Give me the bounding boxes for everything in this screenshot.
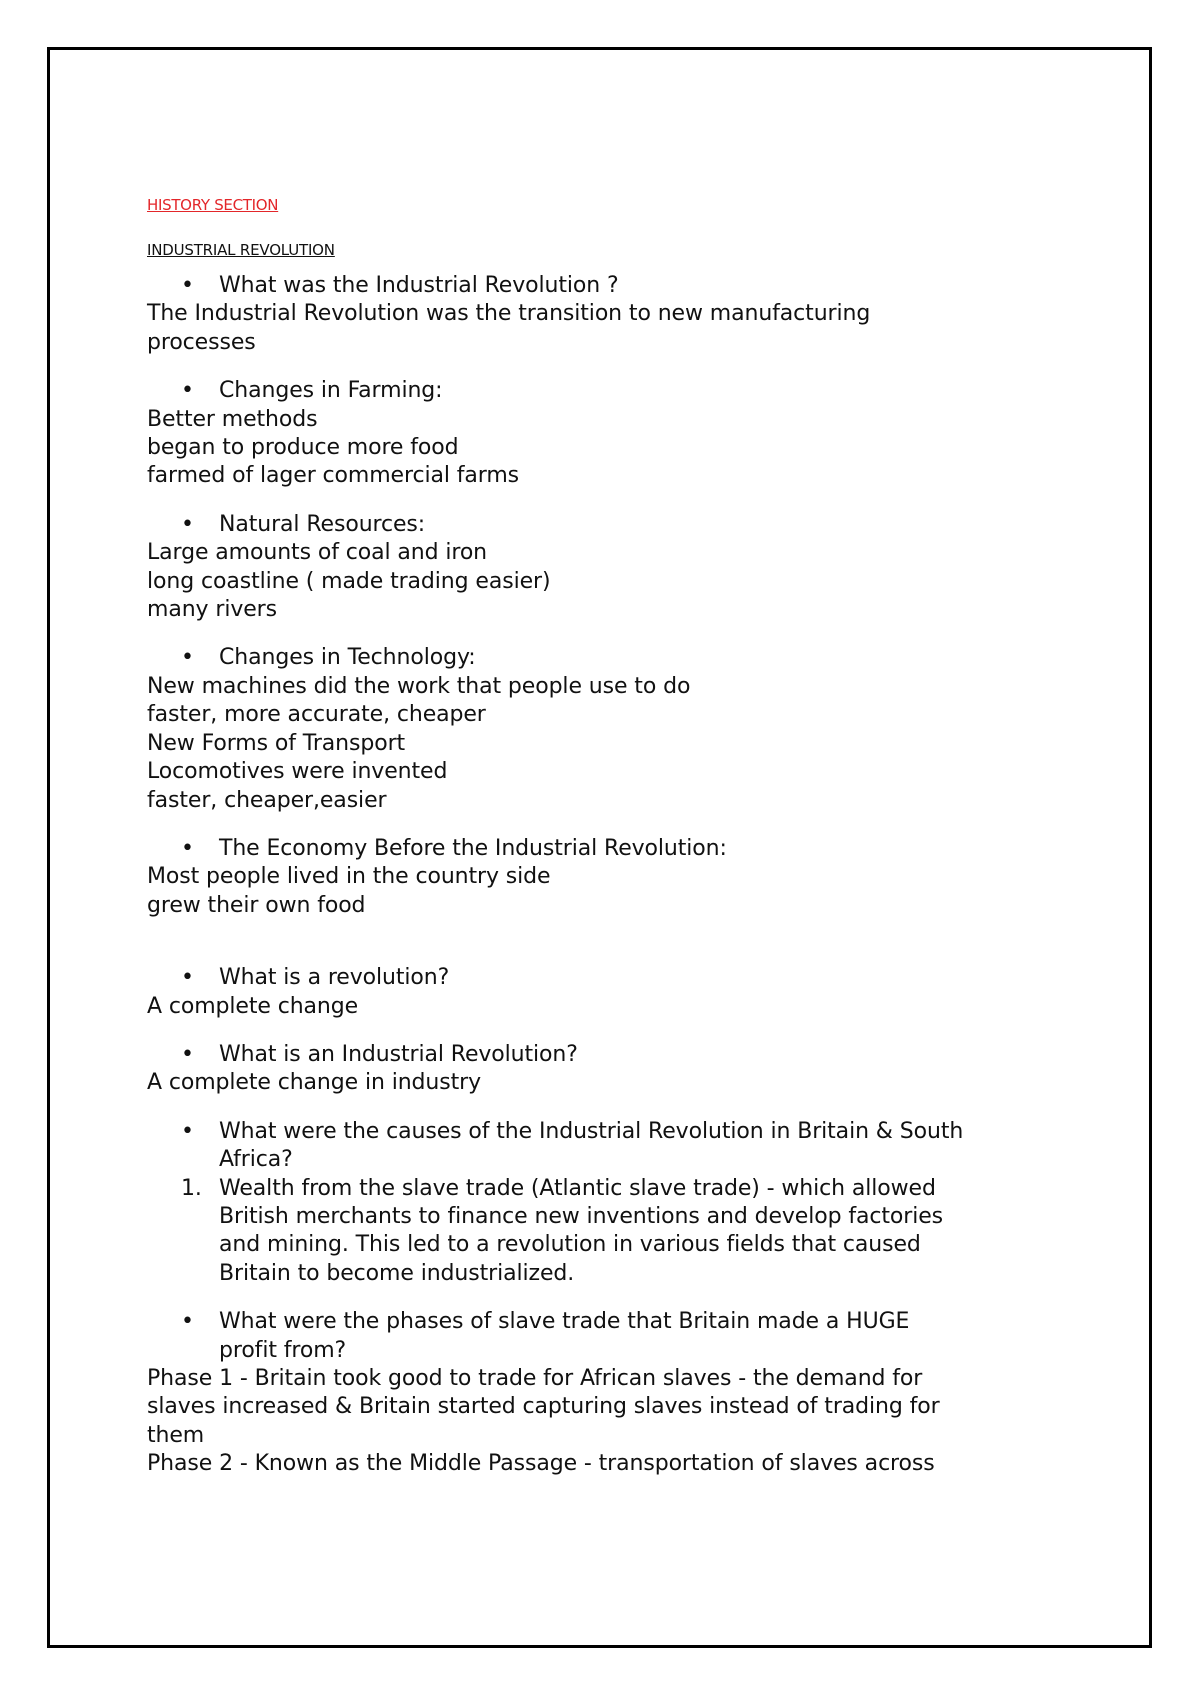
- question-text: What is an Industrial Revolution?: [219, 1041, 578, 1067]
- question-text: Changes in Technology:: [219, 645, 476, 671]
- answer-line: Locomotives were invented: [147, 759, 448, 785]
- answer-line: farmed of lager commercial farms: [147, 463, 520, 489]
- answer-line: Phase 2 - Known as the Middle Passage - transportation of slaves across: [147, 1451, 935, 1477]
- answer-line: New Forms of Transport: [147, 730, 406, 756]
- question-text: Changes in Farming:: [219, 378, 443, 404]
- bullet-icon: •: [181, 511, 194, 537]
- question-text: What were the causes of the Industrial Revolution in Britain & South: [219, 1118, 964, 1144]
- bullet-icon: •: [181, 378, 194, 404]
- bullet-question: [147, 835, 1077, 863]
- document-content: [147, 195, 1077, 1479]
- answer-line: grew their own food: [147, 892, 366, 918]
- document-body: [147, 272, 1077, 1479]
- numbered-line: British merchants to finance new inventions and develop factories: [219, 1203, 944, 1229]
- numbered-line: Britain to become industrialized.: [219, 1260, 575, 1286]
- bullet-question: [147, 964, 1077, 992]
- section-title: HISTORY SECTION: [147, 196, 279, 214]
- numbered-line: and mining. This led to a revolution in various fields that caused: [219, 1232, 921, 1258]
- question-text: Natural Resources:: [219, 511, 426, 537]
- bullet-icon: •: [181, 273, 194, 298]
- question-text: Africa?: [219, 1147, 293, 1173]
- numbered-item: [147, 1175, 1077, 1289]
- bullet-question: [147, 644, 1077, 672]
- answer-line: long coastline ( made trading easier): [147, 568, 551, 594]
- answer-line: began to produce more food: [147, 435, 459, 461]
- question-text: What was the Industrial Revolution ?: [219, 273, 619, 298]
- answer-line: Most people lived in the country side: [147, 864, 551, 890]
- question-text: profit from?: [219, 1337, 347, 1363]
- bullet-question: [147, 272, 1077, 300]
- answer-line: them: [147, 1422, 205, 1448]
- answer-line: The Industrial Revolution was the transition to new manufacturing: [147, 301, 871, 327]
- answer-line: faster, more accurate, cheaper: [147, 702, 486, 728]
- bullet-icon: •: [181, 965, 194, 991]
- bullet-question: [147, 1118, 1077, 1175]
- bullet-question: [147, 377, 1077, 405]
- answer-line: A complete change: [147, 993, 359, 1019]
- bullet-question: [147, 1041, 1077, 1069]
- answer-line: faster, cheaper,easier: [147, 787, 387, 813]
- numbered-line: Wealth from the slave trade (Atlantic slave trade) - which allowed: [219, 1175, 936, 1201]
- bullet-icon: •: [181, 835, 194, 861]
- bullet-icon: •: [181, 1309, 194, 1335]
- bullet-question: [147, 511, 1077, 539]
- question-text: The Economy Before the Industrial Revolution:: [219, 835, 727, 861]
- list-number: 1.: [181, 1175, 202, 1201]
- answer-line: many rivers: [147, 597, 277, 623]
- answer-line: Phase 1 - Britain took good to trade for African slaves - the demand for: [147, 1366, 923, 1391]
- answer-line: slaves increased & Britain started capturing slaves instead of trading for: [147, 1394, 940, 1420]
- subtitle: INDUSTRIAL REVOLUTION: [147, 241, 335, 259]
- question-text: What is a revolution?: [219, 965, 450, 991]
- bullet-icon: •: [181, 645, 194, 671]
- bullet-icon: •: [181, 1041, 194, 1067]
- answer-line: New machines did the work that people use to do: [147, 673, 691, 699]
- answer-line: Large amounts of coal and iron: [147, 540, 488, 566]
- bullet-question: [147, 1308, 1077, 1365]
- answer-line: Better methods: [147, 406, 318, 432]
- answer-line: processes: [147, 329, 256, 355]
- question-text: What were the phases of slave trade that Britain made a HUGE: [219, 1309, 910, 1335]
- bullet-icon: •: [181, 1118, 194, 1144]
- answer-line: A complete change in industry: [147, 1070, 482, 1096]
